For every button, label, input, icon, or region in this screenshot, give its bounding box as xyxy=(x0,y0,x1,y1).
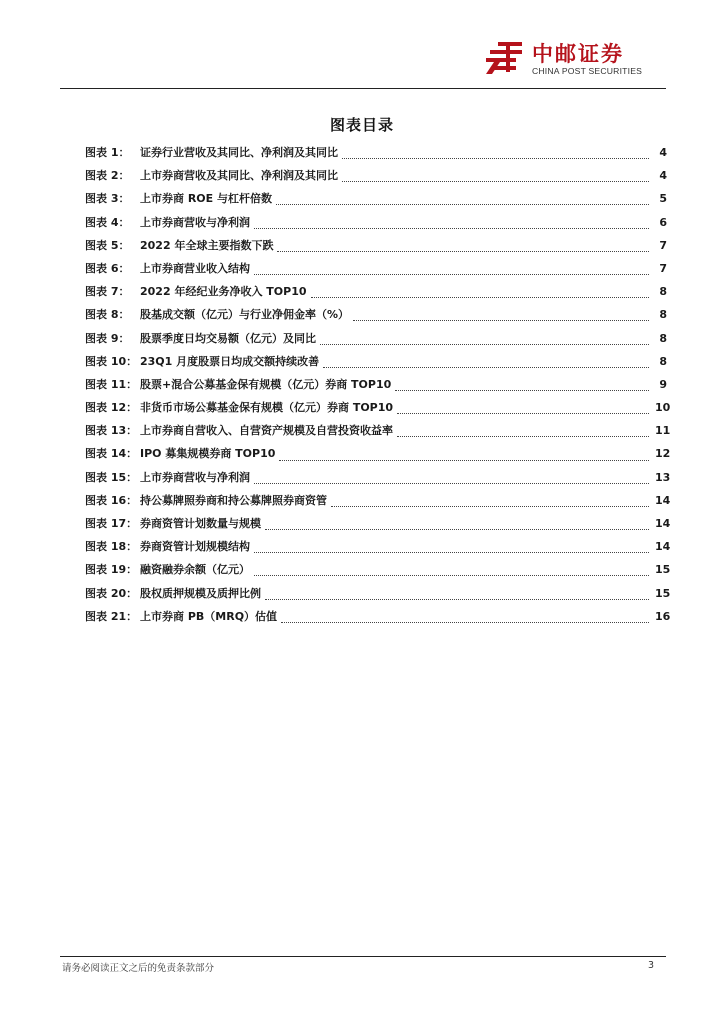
toc-entry[interactable] xyxy=(85,353,667,376)
toc-entry-label: 图表 1： xyxy=(85,146,130,159)
toc-leader-dots xyxy=(254,228,649,229)
toc-entry-label: 图表 20： xyxy=(85,586,138,600)
toc-entry-label: 图表 4： xyxy=(85,215,130,229)
toc-entry-label: 图表 17： xyxy=(85,517,138,530)
toc-entry[interactable] xyxy=(85,515,671,538)
toc-entry[interactable] xyxy=(85,376,667,399)
toc-entry[interactable] xyxy=(85,167,667,190)
toc-entry[interactable] xyxy=(85,608,671,631)
toc-entry[interactable] xyxy=(85,561,671,584)
company-logo xyxy=(486,38,666,86)
toc-leader-dots xyxy=(277,251,649,252)
toc-leader-dots xyxy=(281,622,649,623)
toc-entry-page[interactable]: 15 xyxy=(655,563,671,577)
toc-leader-dots xyxy=(311,297,650,298)
toc-entry[interactable] xyxy=(85,469,671,492)
toc-entry-label: 图表 14： xyxy=(85,447,138,461)
toc-entry-label: 图表 6： xyxy=(85,261,130,275)
toc-entry[interactable] xyxy=(85,422,671,445)
toc-leader-dots xyxy=(320,344,649,345)
toc-entry-page[interactable]: 8 xyxy=(659,331,667,345)
toc-leader-dots xyxy=(265,599,649,600)
toc-entry-page[interactable]: 15 xyxy=(655,586,671,600)
toc-leader-dots xyxy=(331,506,649,507)
toc-entry-title[interactable]: 券商资管计划数量与规模 xyxy=(140,517,261,530)
toc-entry-page[interactable]: 12 xyxy=(655,447,671,461)
toc-entry-title[interactable]: 融资融券余额（亿元） xyxy=(140,563,250,577)
toc-leader-dots xyxy=(353,320,649,321)
toc-entry[interactable] xyxy=(85,492,671,515)
toc-entry-page[interactable]: 8 xyxy=(659,285,667,299)
toc-entry[interactable] xyxy=(85,330,667,353)
toc-entry-title[interactable]: 上市券商 ROE 与杠杆倍数 xyxy=(140,192,272,206)
toc-entry-title[interactable]: 非货币市场公募基金保有规模（亿元）券商 TOP10 xyxy=(140,401,394,415)
toc-entry[interactable] xyxy=(85,283,667,306)
toc-entry[interactable] xyxy=(85,585,671,608)
toc-entry-label: 图表 5： xyxy=(85,238,130,252)
toc-entry-page[interactable]: 8 xyxy=(659,354,667,368)
toc-entry[interactable] xyxy=(85,260,667,283)
toc-leader-dots xyxy=(342,181,649,182)
toc-entry-page[interactable]: 14 xyxy=(655,493,671,507)
toc-entry-label: 图表 2： xyxy=(85,169,130,183)
toc-title: 图表目录 xyxy=(329,116,394,134)
toc-entry-title[interactable]: 股基成交额（亿元）与行业净佣金率（%） xyxy=(140,308,350,322)
toc-entry-title[interactable]: 2022 年经纪业务净收入 TOP10 xyxy=(140,285,307,299)
toc-entry[interactable] xyxy=(85,399,671,422)
toc-entry-page[interactable]: 14 xyxy=(655,517,671,530)
toc-entry[interactable] xyxy=(85,190,667,213)
toc-leader-dots xyxy=(342,158,649,159)
toc-leader-dots xyxy=(254,552,649,553)
toc-leader-dots xyxy=(323,367,649,368)
toc-entry-title[interactable]: 证券行业营收及其同比、净利润及其同比 xyxy=(140,146,338,159)
disclaimer-note: 请务必阅读正文之后的免责条款部分 xyxy=(62,963,215,974)
toc-entry-page[interactable]: 10 xyxy=(655,401,671,415)
header-divider xyxy=(60,88,666,89)
toc-entry-label: 图表 18： xyxy=(85,540,138,554)
toc-entry-label: 图表 19： xyxy=(85,563,138,577)
toc-entry-page[interactable]: 13 xyxy=(655,470,671,484)
logo-chinese-name: 中邮证券 xyxy=(532,42,624,66)
logo-english-name: CHINA POST SECURITIES xyxy=(532,66,643,76)
toc-entry-page[interactable]: 16 xyxy=(655,609,671,623)
toc-entry-page[interactable]: 9 xyxy=(659,377,667,391)
toc-entry-label: 图表 11： xyxy=(85,377,138,391)
toc-entry[interactable] xyxy=(85,445,671,468)
page-header xyxy=(0,0,724,90)
toc-leader-dots xyxy=(395,390,649,391)
toc-entry-page[interactable]: 7 xyxy=(659,238,667,252)
toc-entry[interactable] xyxy=(85,306,667,329)
toc-entry-page[interactable]: 5 xyxy=(659,192,667,206)
toc-entry-title[interactable]: 上市券商自营收入、自营资产规模及自营投资收益率 xyxy=(140,424,393,438)
toc-entry-label: 图表 7： xyxy=(85,285,130,299)
toc-entry-page[interactable]: 4 xyxy=(659,146,667,159)
toc-entry-title[interactable]: 23Q1 月度股票日均成交额持续改善 xyxy=(140,354,320,368)
toc-entry-page[interactable]: 8 xyxy=(659,308,667,322)
toc-entry-title[interactable]: 持公募牌照券商和持公募牌照券商资管 xyxy=(140,493,327,507)
toc-entry-label: 图表 3： xyxy=(85,192,130,206)
toc-entry[interactable] xyxy=(85,237,667,260)
toc-entry-title[interactable]: 上市券商营业收入结构 xyxy=(140,261,250,275)
toc-list xyxy=(85,144,671,631)
toc-entry-title[interactable]: 股票季度日均交易额（亿元）及同比 xyxy=(140,331,316,345)
toc-entry-label: 图表 10： xyxy=(85,354,138,368)
toc-entry-label: 图表 16： xyxy=(85,493,138,507)
toc-entry-page[interactable]: 7 xyxy=(659,261,667,275)
toc-entry-label: 图表 13： xyxy=(85,424,138,438)
toc-leader-dots xyxy=(254,483,649,484)
toc-entry-label: 图表 9： xyxy=(85,331,130,345)
toc-entry-title[interactable]: IPO 募集规模券商 TOP10 xyxy=(140,447,276,461)
toc-entry-title[interactable]: 股票+混合公募基金保有规模（亿元）券商 TOP10 xyxy=(140,377,392,391)
toc-leader-dots xyxy=(279,460,649,461)
footer-divider xyxy=(60,956,666,957)
toc-entry-page[interactable]: 6 xyxy=(659,215,667,229)
toc-entry[interactable] xyxy=(85,144,667,167)
toc-leader-dots xyxy=(265,529,649,530)
toc-entry[interactable] xyxy=(85,538,671,561)
toc-leader-dots xyxy=(397,413,649,414)
toc-entry-title[interactable]: 上市券商 PB（MRQ）估值 xyxy=(140,609,278,623)
toc-entry[interactable] xyxy=(85,214,667,237)
toc-entry-label: 图表 12： xyxy=(85,401,138,415)
toc-leader-dots xyxy=(254,575,649,576)
toc-entry-page[interactable]: 14 xyxy=(655,540,671,554)
toc-leader-dots xyxy=(276,204,649,205)
china-post-logo-icon xyxy=(486,40,526,76)
toc-entry-title[interactable]: 券商资管计划规模结构 xyxy=(140,540,250,554)
toc-entry-title[interactable]: 2022 年全球主要指数下跌 xyxy=(140,238,274,252)
toc-entry-label: 图表 8： xyxy=(85,308,130,322)
toc-entry-title[interactable]: 上市券商营收及其同比、净利润及其同比 xyxy=(140,169,338,183)
page-number: 3 xyxy=(647,960,654,971)
toc-leader-dots xyxy=(254,274,649,275)
toc-entry-label: 图表 21： xyxy=(85,609,138,623)
toc-entry-label: 图表 15： xyxy=(85,470,138,484)
toc-entry-page[interactable]: 11 xyxy=(655,424,671,438)
toc-entry-title[interactable]: 上市券商营收与净利润 xyxy=(140,215,250,229)
toc-leader-dots xyxy=(397,436,649,437)
toc-entry-title[interactable]: 上市券商营收与净利润 xyxy=(140,470,250,484)
toc-entry-page[interactable]: 4 xyxy=(659,169,667,183)
toc-entry-title[interactable]: 股权质押规模及质押比例 xyxy=(140,586,261,600)
